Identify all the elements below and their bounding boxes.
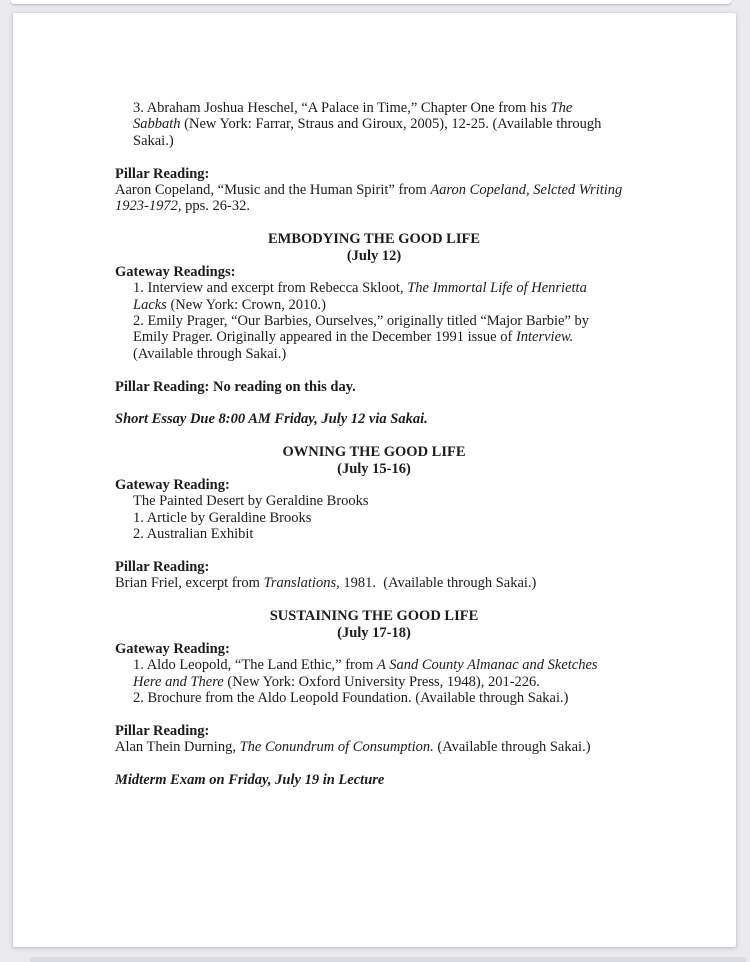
text-run: Aaron Copeland, “Music and the Human Spirit” from <box>115 181 431 198</box>
reading-item-line <box>115 297 633 313</box>
section-title-owning <box>115 444 633 460</box>
text-run: 1981. (Available through Sakai.) <box>339 575 537 592</box>
text-run: 1. Interview and excerpt from Rebecca Skloot, <box>133 280 408 297</box>
reading-item-line <box>115 346 633 362</box>
text-run: Pillar Reading: <box>115 558 210 575</box>
gateway-reading-label <box>115 641 633 657</box>
text-run: Gateway Readings: <box>115 263 236 280</box>
text-run: (Available through Sakai.) <box>133 345 287 362</box>
text-run: (New York: Farrar, Straus and Giroux, 2005), 12-25. (Available through <box>180 116 602 133</box>
blank-line <box>115 362 633 378</box>
pillar-reading-text-line <box>115 182 633 198</box>
blank-line <box>115 395 633 411</box>
blank-line <box>115 149 633 165</box>
reading-item-line <box>115 493 633 509</box>
text-run: , pps. 26-32. <box>177 198 250 215</box>
pillar-reading-text-line <box>115 575 633 591</box>
text-run: Sabbath <box>133 116 181 133</box>
document-page <box>13 13 736 947</box>
blank-line <box>115 592 633 608</box>
blank-line <box>115 428 633 444</box>
text-run: Lacks <box>133 296 167 313</box>
pillar-reading-label <box>115 723 633 739</box>
previous-page-edge <box>11 0 731 4</box>
text-run: 2. Emily Prager, “Our Barbies, Ourselves,” originally titled “Major Barbie” by <box>133 313 590 330</box>
reading-item-line <box>115 690 633 706</box>
text-run: (July 17-18) <box>337 624 411 641</box>
gateway-readings-label <box>115 264 633 280</box>
next-page-edge <box>30 957 746 962</box>
text-run: Gateway Reading: <box>115 640 230 657</box>
text-run: Translations, <box>263 575 340 592</box>
text-run: Brian Friel, excerpt from <box>115 575 264 592</box>
text-run: (July 12) <box>346 247 402 264</box>
text-run: SUSTAINING THE GOOD LIFE <box>269 608 479 625</box>
text-run: The Painted Desert by Geraldine Brooks <box>133 493 369 510</box>
blank-line <box>115 706 633 722</box>
reading-item-line <box>115 280 633 296</box>
reading-item-line <box>115 329 633 345</box>
text-run: The Conundrum of Consumption. <box>239 739 434 756</box>
text-run: (July 15-16) <box>337 460 411 477</box>
midterm-exam-note <box>115 772 633 788</box>
text-run: Interview. <box>515 329 574 346</box>
text-run: Pillar Reading: No reading on this day. <box>115 378 356 395</box>
text-run: Alan Thein Durning, <box>115 739 240 756</box>
text-run: Pillar Reading: <box>115 165 210 182</box>
short-essay-due-note <box>115 411 633 427</box>
section-title-embodying <box>115 231 633 247</box>
text-run: Gateway Reading: <box>115 476 230 493</box>
text-run: Sakai.) <box>133 132 174 149</box>
text-run: (Available through Sakai.) <box>433 739 591 756</box>
text-run: 2. Australian Exhibit <box>133 526 254 543</box>
blank-line <box>115 756 633 772</box>
pillar-reading-label <box>115 166 633 182</box>
reading-item-line <box>115 510 633 526</box>
section-date-july-17-18 <box>115 625 633 641</box>
text-run: 1. Article by Geraldine Brooks <box>133 509 312 526</box>
text-run: Aaron Copeland, Selcted Writing <box>430 181 623 198</box>
text-run: Emily Prager. Originally appeared in the December 1991 issue of <box>133 329 516 346</box>
text-run: The Immortal Life of Henrietta <box>407 280 587 297</box>
text-run: (New York: Crown, 2010.) <box>166 296 326 313</box>
reading-item-line <box>115 116 633 132</box>
blank-line <box>115 215 633 231</box>
text-run: OWNING THE GOOD LIFE <box>282 444 466 461</box>
text-run: 1923-1972 <box>115 198 178 215</box>
text-run: A Sand County Almanac and Sketches <box>377 657 598 674</box>
text-run: Pillar Reading: <box>115 722 210 739</box>
reading-item-line <box>115 674 633 690</box>
reading-item-line <box>115 526 633 542</box>
reading-item-line <box>115 100 633 116</box>
pillar-reading-text-line <box>115 198 633 214</box>
text-run: EMBODYING THE GOOD LIFE <box>267 231 481 248</box>
text-run: Midterm Exam on Friday, July 19 in Lecture <box>115 772 385 789</box>
pillar-reading-note <box>115 379 633 395</box>
reading-item-line <box>115 657 633 673</box>
text-run: Short Essay Due 8:00 AM Friday, July 12 via Sakai. <box>115 411 428 428</box>
blank-line <box>115 543 633 559</box>
pillar-reading-text-line <box>115 739 633 755</box>
section-date-july-12 <box>115 248 633 264</box>
reading-item-line <box>115 133 633 149</box>
text-run: The <box>550 100 573 116</box>
reading-item-line <box>115 313 633 329</box>
text-run: Here and There <box>133 673 224 690</box>
text-run: 2. Brochure from the Aldo Leopold Foundation. (Available through Sakai.) <box>133 690 569 707</box>
text-run: 1. Aldo Leopold, “The Land Ethic,” from <box>133 657 378 674</box>
section-date-july-15-16 <box>115 461 633 477</box>
gateway-reading-label <box>115 477 633 493</box>
document-content <box>115 100 633 788</box>
text-run: (New York: Oxford University Press, 1948), 201-226. <box>223 673 540 690</box>
section-title-sustaining <box>115 608 633 624</box>
pillar-reading-label <box>115 559 633 575</box>
text-run: 3. Abraham Joshua Heschel, “A Palace in Time,” Chapter One from his <box>133 100 551 116</box>
